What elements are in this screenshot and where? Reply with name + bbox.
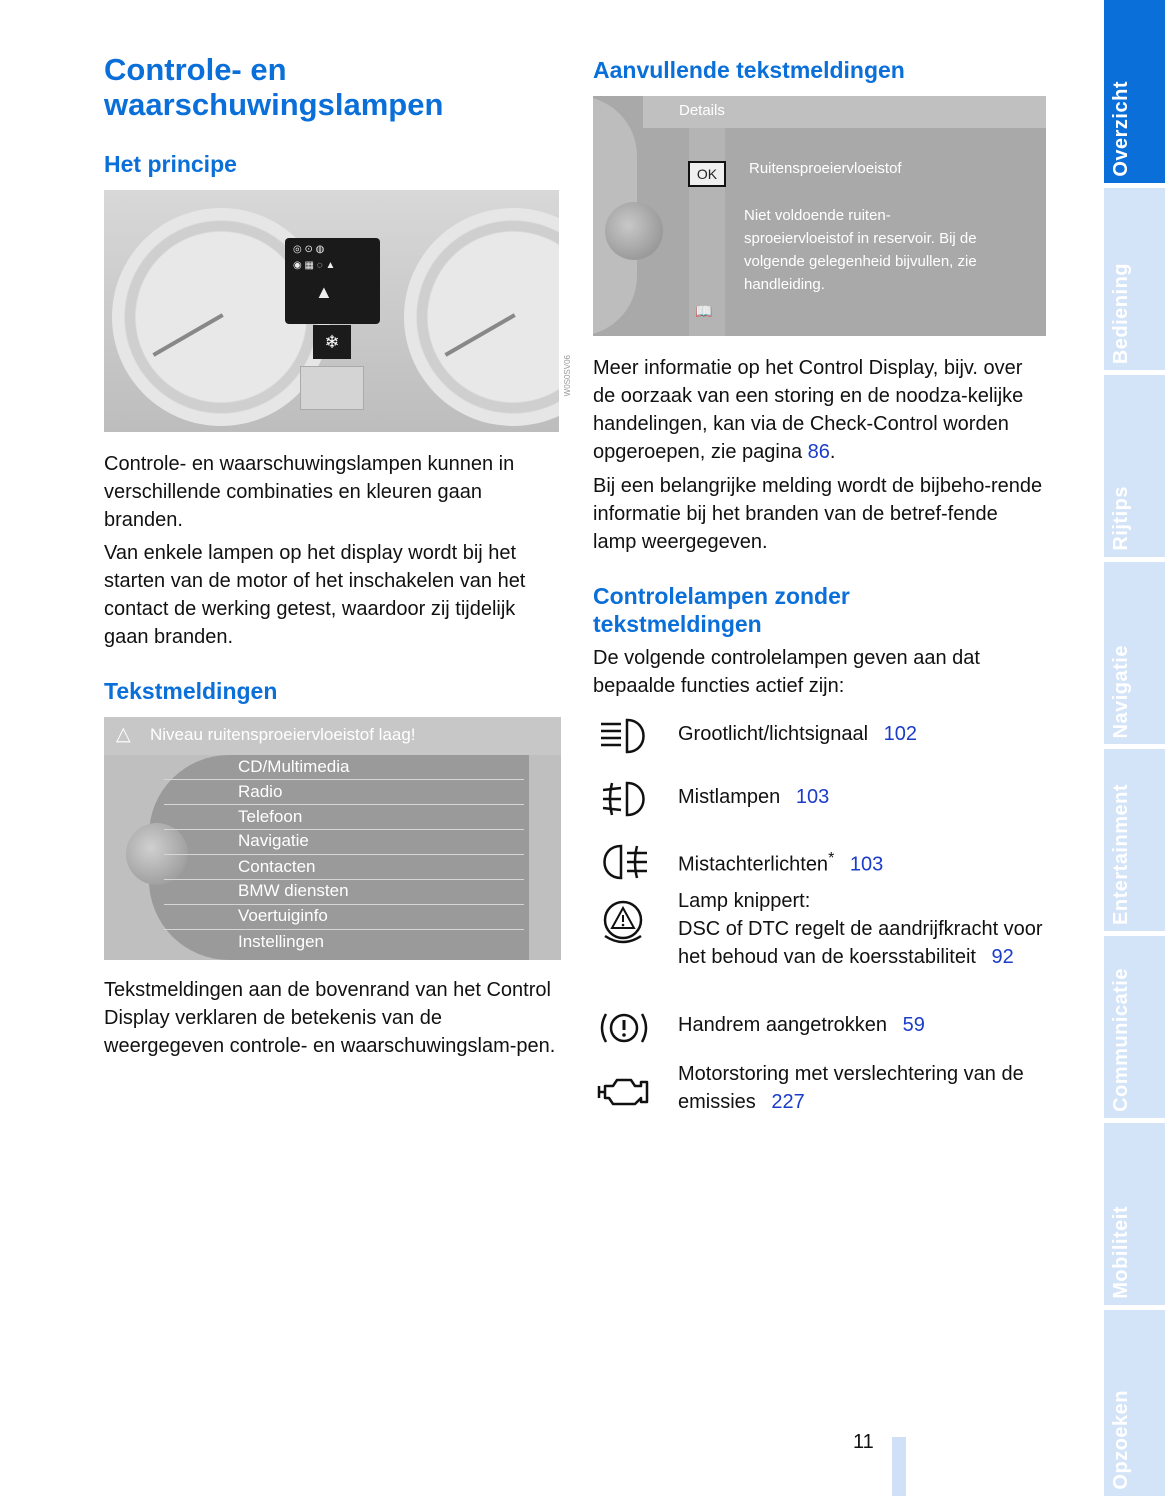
menu-item: Contacten: [238, 857, 316, 876]
indicator-lamp-panel: ◎ ⊙ ◍ ◉ ▦ ◌ ▲ ▲: [285, 238, 380, 324]
tab-overzicht[interactable]: Overzicht: [1104, 0, 1165, 183]
lamp-row-high-beam: Grootlicht/lichtsignaal 102: [678, 723, 918, 745]
tachometer-gauge: [404, 208, 559, 426]
lamp-row-rear-fog: Mistachterlichten* 103: [678, 850, 884, 876]
controller-knob: [605, 202, 663, 260]
page-link[interactable]: 59: [902, 1014, 925, 1036]
tab-opzoeken[interactable]: Opzoeken: [1104, 1310, 1165, 1496]
details-heading: Ruitensproeiervloeistof: [749, 160, 902, 177]
dsc-icon: [597, 898, 651, 948]
front-fog-light-icon: [597, 779, 651, 819]
book-icon: 📖: [695, 303, 713, 319]
paragraph-principle-1: Controle- en waarschuwingslampen kunnen in verschillende combinaties en kleuren gaan branden.: [104, 453, 515, 531]
rear-fog-light-icon: [597, 842, 651, 882]
cluster-display: [300, 366, 364, 410]
menu-item: Instellingen: [238, 932, 325, 951]
page-number: 11: [853, 1431, 874, 1453]
tab-rijtips[interactable]: Rijtips: [1104, 375, 1165, 557]
section-heading-additional-messages: Aanvullende tekstmeldingen: [593, 57, 905, 83]
page-link-86[interactable]: 86: [807, 441, 830, 463]
engine-icon: [597, 1072, 651, 1112]
section-heading-text-messages: Tekstmeldingen: [104, 678, 278, 704]
page-link[interactable]: 227: [771, 1091, 805, 1113]
menu-warning-message: Niveau ruitensproeiervloeistof laag!: [150, 725, 416, 744]
parking-brake-icon: [597, 1008, 651, 1048]
paragraph-indicator-intro: De volgende controlelampen geven aan dat bepaalde functies actief zijn:: [593, 647, 980, 697]
lamp-row-parking-brake: Handrem aangetrokken 59: [678, 1014, 925, 1036]
menu-item: Radio: [238, 782, 283, 801]
section-heading-indicator-lamps: Controlelampen zonder tekstmeldingen: [593, 583, 850, 637]
paragraph-principle-2: Van enkele lampen op het display wordt bij het starten van de motor of het inschakelen van het contact de werking getest, waardoor zij tijdelijk gaan branden.: [104, 542, 526, 648]
warning-triangle-icon: △: [116, 724, 131, 745]
section-heading-principle: Het principe: [104, 151, 237, 177]
lamp-row-fog-lights: Mistlampen 103: [678, 786, 830, 808]
details-title: Details: [679, 102, 725, 119]
menu-item: Telefoon: [238, 807, 303, 826]
page-link[interactable]: 102: [883, 723, 918, 745]
menu-item: Voertuiginfo: [238, 906, 328, 925]
tab-entertainment[interactable]: Entertainment: [1104, 749, 1165, 931]
tab-navigatie[interactable]: Navigatie: [1104, 562, 1165, 744]
lamp-row-engine: Motorstoring met verslechtering van de emissies 227: [678, 1063, 1024, 1113]
menu-item: Navigatie: [238, 831, 309, 850]
page-link[interactable]: 92: [991, 946, 1014, 968]
page-link[interactable]: 103: [795, 786, 830, 808]
tab-bediening[interactable]: Bediening: [1104, 188, 1165, 370]
paragraph-important-message: Bij een belangrijke melding wordt de bijbeho-rende informatie bij het branden van de betref-fende lamp weergegeven.: [593, 475, 1043, 553]
page-title: Controle- en waarschuwingslampen: [104, 52, 444, 122]
ok-button: OK: [688, 161, 726, 187]
tab-communicatie[interactable]: Communicatie: [1104, 936, 1165, 1118]
washer-fluid-icon: ❄: [313, 325, 351, 359]
paragraph-text-messages: Tekstmeldingen aan de bovenrand van het Control Display verklaren de betekenis van de weergegeven controle- en waarschuwingslam-pen.: [104, 979, 556, 1057]
page-link[interactable]: 103: [849, 853, 884, 876]
menu-item: BMW diensten: [238, 881, 349, 900]
page-marker: [892, 1437, 906, 1496]
figure-code: W0S0SV06: [563, 355, 572, 397]
lamp-row-dsc: Lamp knippert: DSC of DTC regelt de aandrijfkracht voor het behoud van de koersstabiliteit 92: [678, 890, 1043, 968]
details-display-figure: [593, 96, 1046, 336]
high-beam-icon: [597, 716, 651, 756]
paragraph-check-control: Meer informatie op het Control Display, bijv. over de oorzaak van een storing en de noodza-kelijke handelingen, kan via de Check-Control worden opgeroepen, zie pagina 86.: [593, 357, 1024, 463]
instrument-cluster-figure: [104, 190, 559, 432]
menu-item: CD/Multimedia: [238, 757, 350, 776]
details-body: Niet voldoende ruiten-sproeiervloeistof in reservoir. Bij de volgende gelegenheid bijvullen, zie handleiding.: [744, 207, 977, 293]
idrive-menu-figure: [104, 717, 561, 960]
tab-mobiliteit[interactable]: Mobiliteit: [1104, 1123, 1165, 1305]
